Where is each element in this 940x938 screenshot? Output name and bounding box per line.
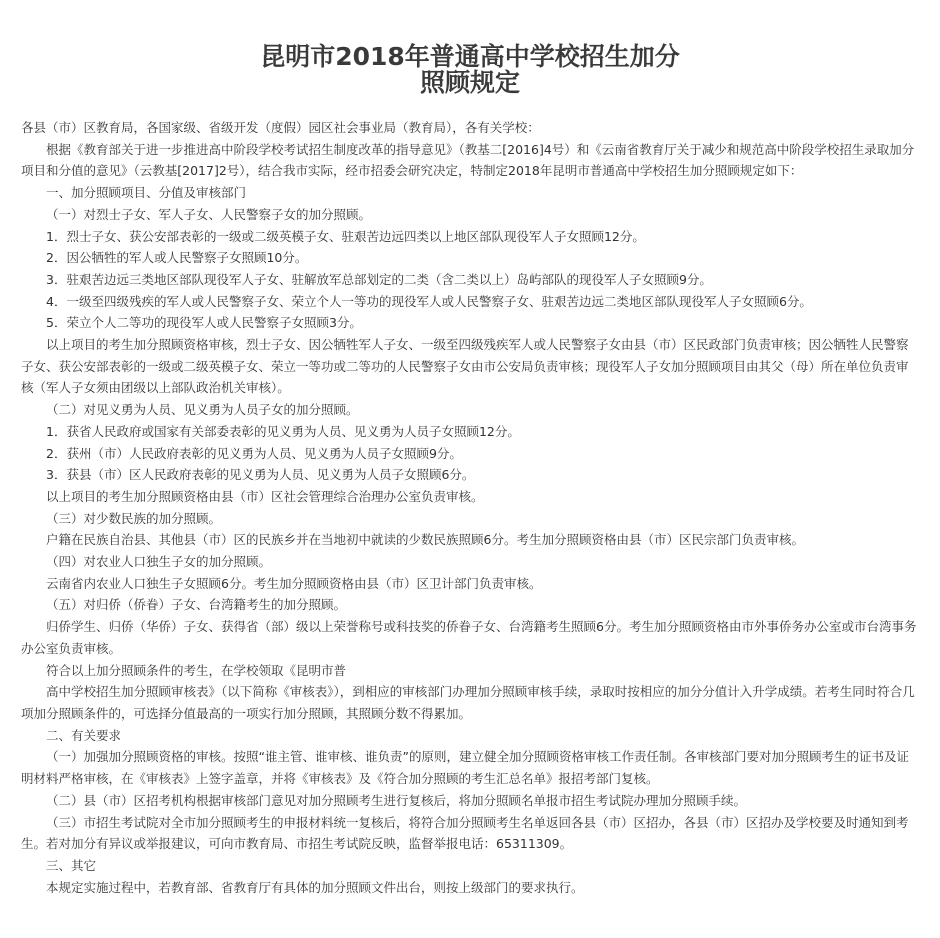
subsection-heading: （五）对归侨（侨眷）子女、台湾籍考生的加分照顾。 xyxy=(46,597,347,613)
paragraph: 归侨学生、归侨（华侨）子女、获得省（部）级以上荣誉称号或科技奖的侨眷子女、台湾籍考生照顾6分。考生加分照顾资格由市外事侨务办公室或市台湾事务办公室负责审核。 xyxy=(21,619,917,656)
subsection-heading: （三）对少数民族的加分照顾。 xyxy=(46,510,222,526)
paragraph: 符合以上加分照顾条件的考生，在学校领取《昆明市普 xyxy=(46,662,347,678)
section-heading-2: 二、有关要求 xyxy=(46,727,122,743)
list-item: 2．因公牺牲的军人或人民警察子女照顾10分。 xyxy=(46,250,308,266)
list-item: 1．获省人民政府或国家有关部委表彰的见义勇为人员、见义勇为人员子女照顾12分。 xyxy=(46,423,520,439)
title-line-2: 照顾规定 xyxy=(419,68,520,97)
paragraph: 以上项目的考生加分照顾资格审核，烈士子女、因公牺牲军人子女、一级至四级残疾军人或人民警察子女由县（市）区民政部门负责审核；因公牺牲人民警察子女、获公安部表彰的一级或二级英模子女、荣立一等功或二等功的人民警察子女由市公安局负责审核；现役军人子女加分照顾项目由其父（母）所在单位负责审核（军人子女须由团级以上部队政治机关审核）。 xyxy=(21,337,909,396)
paragraph: 本规定实施过程中，若教育部、省教育厅有具体的加分照顾文件出台，则按上级部门的要求执行。 xyxy=(46,879,584,895)
document-body xyxy=(21,117,919,898)
paragraph: （一）加强加分照顾资格的审核。按照“谁主管、谁审核、谁负责”的原则，建立健全加分照顾资格审核工作责任制。各审核部门要对加分照顾考生的证书及证明材料严格审核，在《审核表》上签字盖章，并将《审核表》及《符合加分照顾的考生汇总名单》报招考部门复核。 xyxy=(21,749,909,787)
paragraph-basis: 根据《教育部关于进一步推进高中阶段学校考试招生制度改革的指导意见》（教基二[2016]4号）和《云南省教育厅关于减少和规范高中阶段学校招生录取加分项目和分值的意见》（云教基[2017]2号），结合我市实际，经市招委会研究决定，特制定2018年昆明市普通高中学校招生加分照顾规定如下： xyxy=(21,141,915,179)
salutation: 各县（市）区教育局，各国家级、省级开发（度假）园区社会事业局（教育局），各有关学校： xyxy=(21,120,540,135)
paragraph: 以上项目的考生加分照顾资格由县（市）区社会管理综合治理办公室负责审核。 xyxy=(46,488,484,504)
title-line-1: 昆明市2018年普通高中学校招生加分 xyxy=(260,42,680,71)
paragraph: 云南省内农业人口独生子女照顾6分。考生加分照顾资格由县（市）区卫计部门负责审核。 xyxy=(46,575,542,591)
list-item: 2．获州（市）人民政府表彰的见义勇为人员、见义勇为人员子女照顾9分。 xyxy=(46,445,462,461)
subsection-heading: （一）对烈士子女、军人子女、人民警察子女的加分照顾。 xyxy=(46,206,372,222)
paragraph: （三）市招生考试院对全市加分照顾考生的申报材料统一复核后，将符合加分照顾考生名单返回各县（市）区招办，各县（市）区招办及学校要及时通知到考生。若对加分有异议或举报建议，可向市教育局、市招生考试院反映，监督举报电话：65311309。 xyxy=(21,814,909,852)
list-item: 3．驻艰苦边远三类地区部队现役军人子女、驻解放军总部划定的二类（含二类以上）岛屿部队的现役军人子女照顾9分。 xyxy=(46,271,712,287)
list-item: 5．荣立个人二等功的现役军人或人民警察子女照顾3分。 xyxy=(46,315,362,331)
list-item: 3．获县（市）区人民政府表彰的见义勇为人员、见义勇为人员子女照顾6分。 xyxy=(46,467,475,483)
paragraph: 户籍在民族自治县、其他县（市）区的民族乡并在当地初中就读的少数民族照顾6分。考生加分照顾资格由县（市）区民宗部门负责审核。 xyxy=(46,532,804,548)
section-heading-1: 一、加分照顾项目、分值及审核部门 xyxy=(46,185,247,201)
list-item: 1．烈士子女、获公安部表彰的一级或二级英模子女、驻艰苦边远四类以上地区部队现役军人子女照顾12分。 xyxy=(46,228,645,244)
subsection-heading: （四）对农业人口独生子女的加分照顾。 xyxy=(46,554,272,570)
paragraph: （二）县（市）区招考机构根据审核部门意见对加分照顾考生进行复核后，将加分照顾名单报市招生考试院办理加分照顾手续。 xyxy=(46,792,747,808)
section-heading-3: 三、其它 xyxy=(46,857,97,873)
paragraph: 高中学校招生加分照顾审核表》（以下简称《审核表》），到相应的审核部门办理加分照顾审核手续，录取时按相应的加分分值计入升学成绩。若考生同时符合几项加分照顾条件的，可选择分值最高的一项实行加分照顾，其照顾分数不得累加。 xyxy=(21,684,915,721)
list-item: 4．一级至四级残疾的军人或人民警察子女、荣立个人一等功的现役军人或人民警察子女、驻艰苦边远二类地区部队现役军人子女照顾6分。 xyxy=(46,293,812,309)
document-title xyxy=(0,44,940,96)
subsection-heading: （二）对见义勇为人员、见义勇为人员子女的加分照顾。 xyxy=(46,402,359,418)
